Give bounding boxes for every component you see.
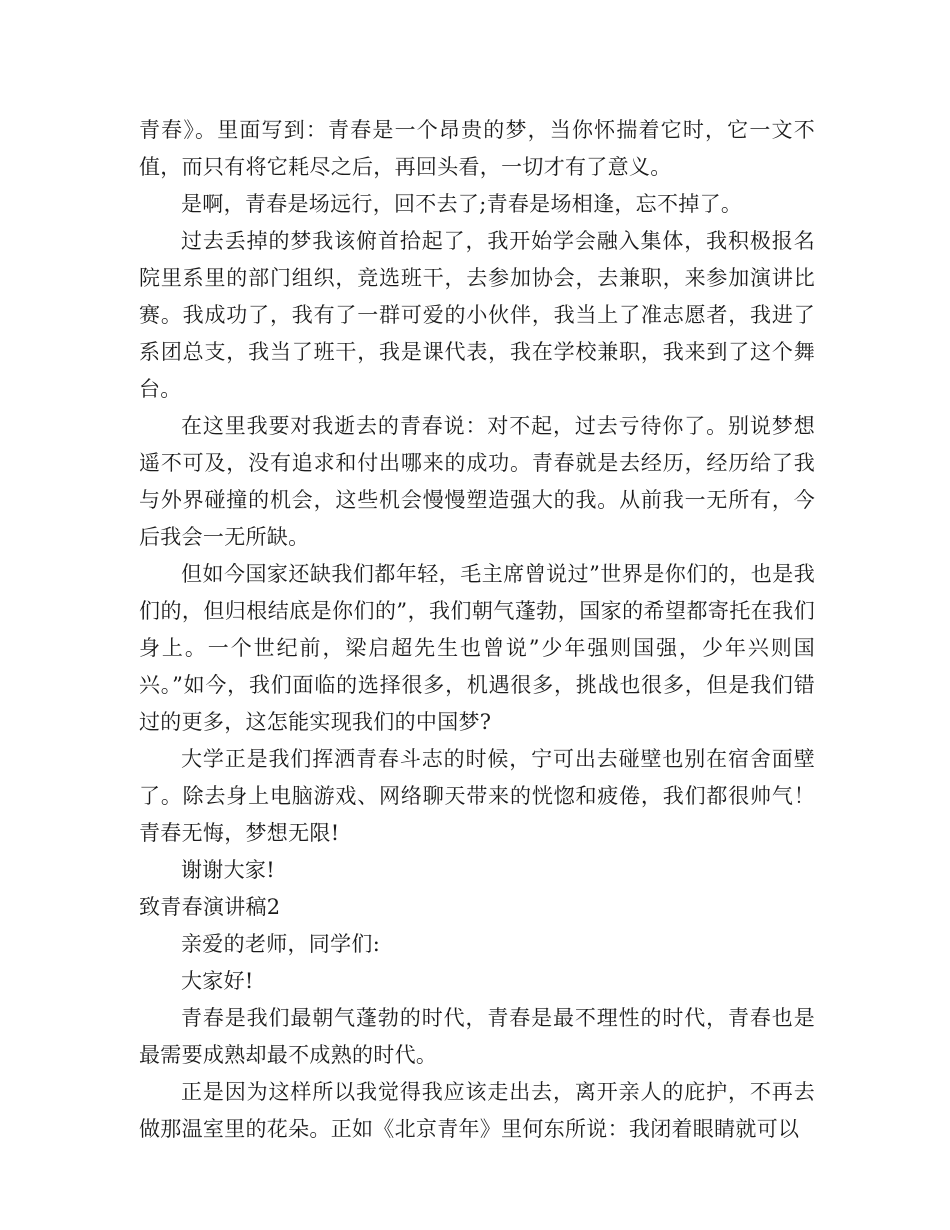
paragraph-5: 但如今国家还缺我们都年轻，毛主席曾说过”世界是你们的，也是我们的，但归根结底是你们的”，我们朝气蓬勃，国家的希望都寄托在我们身上。一个世纪前，梁启超先生也曾说”少年强则国强，少年兴则国兴。”如今，我们面临的选择很多，机遇很多，挑战也很多，但是我们错过的更多，这怎能实现我们的中国梦?	[139, 562, 815, 734]
paragraph-3: 过去丢掉的梦我该俯首拾起了，我开始学会融入集体，我积极报名院里系里的部门组织，竞选班干，去参加协会，去兼职，来参加演讲比赛。我成功了，我有了一群可爱的小伙伴，我当上了准志愿者，我进了系团总支，我当了班干，我是课代表，我在学校兼职，我来到了这个舞台。	[139, 229, 815, 401]
paragraph-6: 大学正是我们挥洒青春斗志的时候，宁可出去碰壁也别在宿舍面壁了。除去身上电脑游戏、网络聊天带来的恍惚和疲倦，我们都很帅气！青春无悔，梦想无限!	[139, 747, 815, 845]
paragraph-10: 大家好!	[181, 969, 254, 993]
paragraph-9: 亲爱的老师，同学们:	[181, 932, 381, 956]
paragraph-4: 在这里我要对我逝去的青春说：对不起，过去亏待你了。别说梦想遥不可及，没有追求和付出哪来的成功。青春就是去经历，经历给了我与外界碰撞的机会，这些机会慢慢塑造强大的我。从前我一无所有，今后我会一无所缺。	[139, 414, 815, 549]
document-body	[139, 112, 815, 1148]
paragraph-12: 正是因为这样所以我觉得我应该走出去，离开亲人的庇护，不再去做那温室里的花朵。正如《北京青年》里何东所说：我闭着眼睛就可以	[139, 1080, 815, 1141]
paragraph-2: 是啊，青春是场远行，回不去了;青春是场相逢，忘不掉了。	[181, 192, 743, 216]
paragraph-7: 谢谢大家!	[181, 858, 275, 882]
section-heading: 致青春演讲稿2	[139, 895, 281, 919]
paragraph-1: 青春》。里面写到：青春是一个昂贵的梦，当你怀揣着它时，它一文不值，而只有将它耗尽之后，再回头看，一切才有了意义。	[139, 118, 815, 179]
paragraph-11: 青春是我们最朝气蓬勃的时代，青春是最不理性的时代，青春也是最需要成熟却最不成熟的时代。	[139, 1006, 815, 1067]
